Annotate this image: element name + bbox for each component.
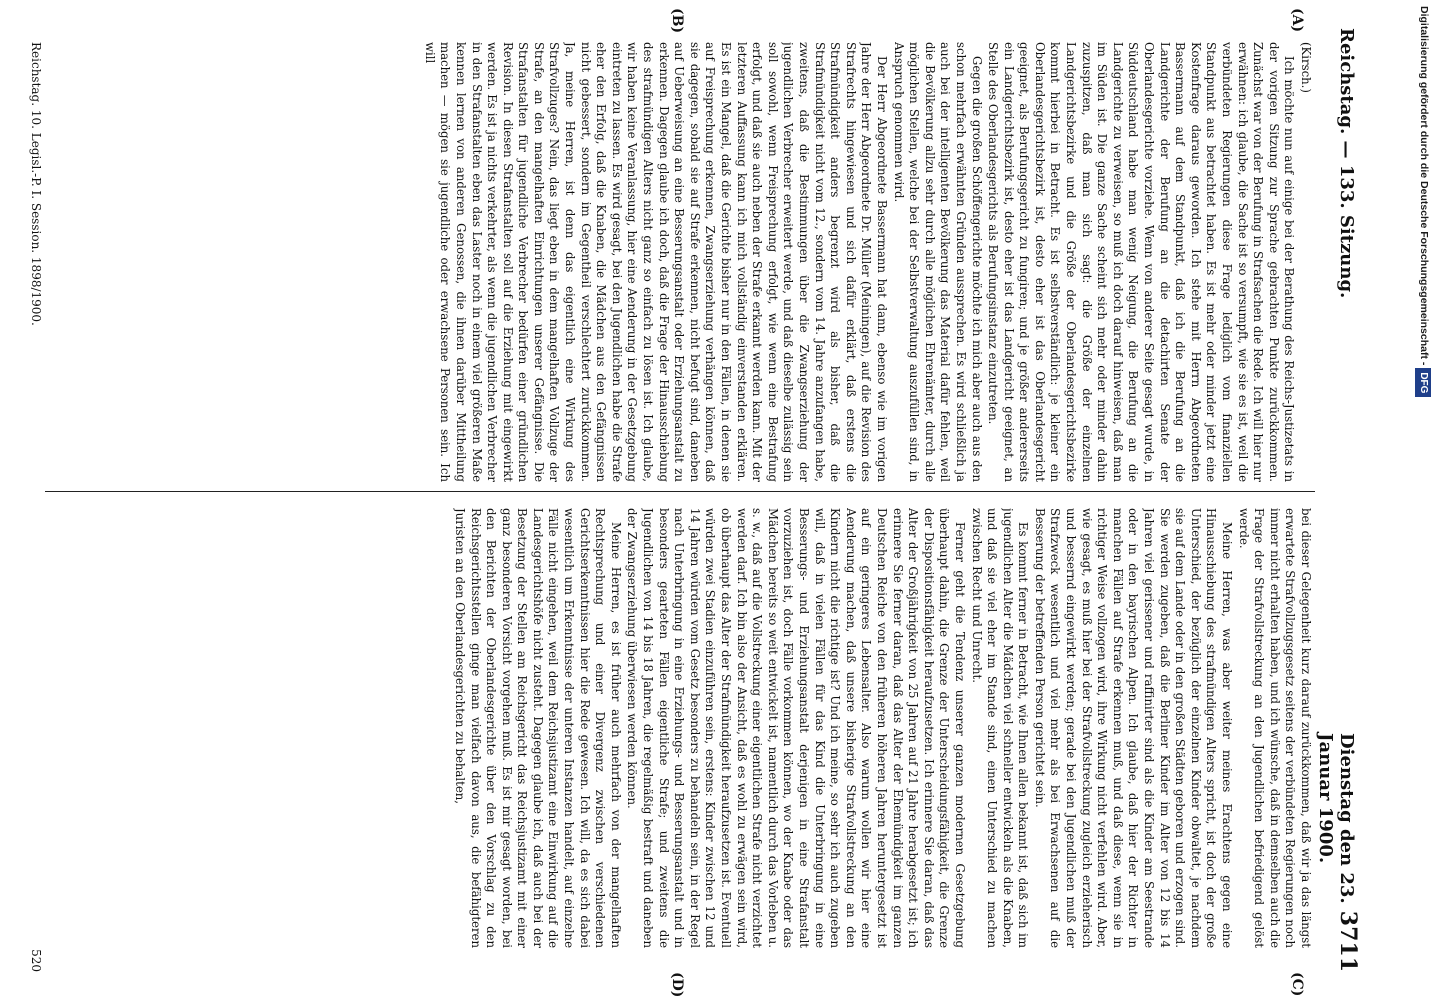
left-text-column [48,42,1313,482]
paragraph: Es kommt ferner in Betracht, wie Ihnen allen bekannt ist, daß sich im jugendlichen Alter die Mädchen viel schneller entwickeln als die Knaben, und daß sie viel eher im Stande sind, einen Unterschied zu machen zwischen Recht und Unrecht. [969,508,1031,948]
paragraph: bei dieser Gelegenheit kurz darauf zurückkommen, daß wir ja das längst erwartete Strafvollzugsgesetz seitens der verbündeten Regierungen noch immer nicht erhalten haben, und ich wünsche, daß in demselben auch die Frage der Strafvollstreckung an den Jugendlichen befriedigend gelöst werde. [1236,508,1313,948]
paragraph: Meine Herren, was aber weiter meines Erachtens gegen eine Hinausschiebung des strafmündigen Alters spricht, ist doch der große Unterschied, der bezüglich der einzelnen Kinder obwaltet, je nachdem sie auf dem Lande oder in den großen Städten geboren und erzogen sind. Sie werden zugeben, daß die Berliner Kinder im Alter von 12 bis 14 Jahren viel gerissener und raffinirter sind als die Kinder am Seestrande oder in den bayrischen Alpen. Ich glaube, daß hier der Richter in manchen Fällen auf Strafe erkennen muß, und daß diese, wenn sie in richtiger Weise vollzogen wird, ihre Wirkung nicht verfehlen wird. Aber, wie gesagt, es muß hier bei der Strafvollstreckung zugleich erzieherisch und bessernd eingewirkt werden; gerade bei den Jugendlichen muß der Strafzweck wesentlich und viel mehr als bei Erwachsenen auf die Besserung der betreffenden Person gerichtet sein. [1032,508,1235,948]
speaker-label: (Kirsch.) [1299,42,1313,93]
paragraph: Ferner geht die Tendenz unserer ganzen modernen Gesetzgebung überhaupt dahin, die Grenze der Unterscheidungsfähigkeit, die Grenze der Dispositionsfähigkeit heraufzusetzen. Ich erinnere Sie daran, daß das Alter der Großjährigkeit von 25 Jahren auf 21 Jahre herabgesetzt ist; ich erinnere Sie ferner daran, daß das Alter der Ehemündigkeit im ganzen Deutschen Reiche von den früheren höheren Jahren heruntergesetzt ist auf ein geringeres Lebensalter. Also warum wollen wir hier eine Aenderung machen, daß unsere bisherige Strafvollstreckung an den Kindern nicht die richtige ist? Und ich meine, so sehr ich auch zugeben will, daß in vielen Fällen für das Kind die Unterbringung in eine Besserungs- und Erziehungsanstalt derjenigen in eine Strafanstalt vorzuziehen ist, doch Fälle vorkommen können, wo der Knabe oder das Mädchen bereits so weit entwickelt ist, namentlich durch das Vorleben u. s. w., daß auf die Vollstreckung einer eigentlichen Strafe nicht verzichtet werden darf. Ich bin also der Ansicht, daß es wohl zu erwägen sein wird, ob überhaupt das Alter der Strafmündigkeit heraufzusetzen ist. Eventuell würden zwei Stadien einzuführen sein, erstens: Kinder zwischen 12 und 14 Jahren würden vom Gesetz besonders zu behandeln sein, in der Regel nach Unterbringung in eine Erziehungs- und Besserungsanstalt und in besonders gearteten Fällen eigentliche Strafe; und zweitens die Jugendlichen von 14 bis 18 Jahren, die regelmäßig bestraft und daneben der Zwangserziehung überwiesen werden können. [625,508,967,948]
paragraph: Gegen die großen Schöffengerichte möchte ich mich aber auch aus den schon mehrfach erwähnten Gründen aussprechen. Es wird schließlich ja auch bei der intelligenten Bevölkerung das Material dafür fehlen, weil die Bevölkerung allzu sehr durch alle möglichen Ehrenämter, durch alle möglichen Stellen, welche bei der Selbstverwaltung auszufüllen sind, in Anspruch genommen wird. [891,42,984,482]
dfg-logo: DFG [1415,368,1431,397]
header-date: Dienstag den 23. Januar 1900. [1315,733,1357,904]
margin-mark-b: (B) [669,8,685,34]
footer-publication: Reichstag. 10. Legisl.-P. I. Session. 1898/1900. [29,42,43,326]
page-number: 3711 [1335,910,1361,972]
margin-mark-d: (D) [669,972,685,998]
funding-text: Digitalisierung gefördert durch die Deutsche Forschungsgemeinschaft - [1418,6,1430,366]
right-text-column [48,508,1313,948]
margin-mark-a: (A) [1289,8,1305,33]
paragraph: Ich möchte nun auf einige bei der Berathung des Reichs-Justizetats in der vorigen Sitzung zur Sprache gebrachten Punkte zurückkommen. Zunächst war von der Berufung in Strafsachen die Rede. Ich will hier nur erwähnen: ich glaube, die Sache ist so versumpft, wie sie es ist, weil die verbündeten Regierungen diese Frage lediglich vom finanziellen Standpunkt aus betrachtet haben. Es ist mehr oder minder jetzt eine Kostenfrage daraus geworden. Ich stehe mit Herrn Abgeordneten Bassermann auf dem Standpunkt, daß ich die Berufung an die Landgerichte der Berufung an die detachirten Senate der Oberlandesgerichte vorziehe. Wenn von anderer Seite gesagt wurde, in Süddeutschland habe man wenig Neigung, die Berufung an die Landgerichte zu verweisen, so muß ich doch darauf hinweisen, daß man im Süden ist. Die ganze Sache scheint sich mehr oder minder dahin zuzuspitzen, daß man sich sagt: die Größe der einzelnen Landgerichtsbezirke und die Größe der Oberlandesgerichtsbezirke kommt hierbei in Betracht. Es ist selbstverständlich: je kleiner ein Oberlandesgerichtsbezirk ist, desto eher ist das Oberlandesgericht geeignet, als Berufungsgericht zu fungiren; und je größer andererseits ein Landgerichtsbezirk ist, desto eher ist das Landgericht geeignet, an Stelle des Oberlandesgerichts als Berufungsinstanz einzutreten. [986,42,1297,482]
footer-sheet-number: 520 [29,949,43,972]
header-publication: Reichstag. — 133. Sitzung. [1336,28,1357,299]
margin-mark-c: (C) [1289,972,1305,997]
paragraph: Meine Herren, es ist früher auch mehrfach von der mangelhaften Rechtsprechung und einer Divergenz zwischen verschiedenen Gerichtserkenntnissen hier die Rede gewesen. Ich will, da es sich dabei wesentlich um Erkenntnisse der unteren Instanzen handelt, auf einzelne Fälle nicht eingehen, weil dem Reichsjustizamt eine Einwirkung auf die Landesgerichtshöfe nicht zusteht. Dagegen glaube ich, daß auch bei der Besetzung der Stellen am Reichsgericht das Reichsjustizamt mit einer ganz besonderen Vorsicht vorgehen muß. Es ist mir gesagt worden, bei den Berichten der Oberlandesgerichte über den Vorschlag zu den Reichsgerichtsstellen ginge man vielfach davon aus, die befähigteren Juristen an den Oberlandesgerichten zu behalten, [452,508,623,948]
digitization-stamp [1416,6,1432,994]
page-header [1315,28,1365,972]
paragraph: Der Herr Abgeordnete Bassermann hat dann, ebenso wie im vorigen Jahre der Herr Abgeordnete Dr. Müller (Meiningen), auf die Revision des Strafrechts hingewiesen und sich dafür erklärt, daß erstens die Strafmündigkeit anders begrenzt wird als bisher, daß die Strafmündigkeit nicht vom 12., sondern vom 14. Jahre anzufangen habe, zweitens, daß die Bestimmungen über die Zwangserziehung der jugendlichen Verbrecher erweitert werde, und daß dieselbe zulässig sein soll sowohl, wenn Freisprechung erfolgt, wie wenn eine Bestrafung erfolgt, und daß sie auch neben der Strafe erkannt werden kann. Mit der letzteren Auffassung kann ich mich vollständig einverstanden erklären. Es ist ein Mangel, daß die Gerichte bisher nur in den Fällen, in denen sie auf Freisprechung erkennen, Zwangserziehung verhängen können, daß sie dagegen, sobald sie auf Strafe erkennen, nicht befugt sind, daneben auf Ueberweisung an eine Besserungsanstalt oder Erziehungsanstalt zu erkennen. Dagegen glaube ich doch, daß die Frage der Hinausschiebung des strafmündigen Alters nicht ganz so einfach zu lösen ist. Ich glaube, wir haben keine Veranlassung, hier eine Aenderung in der Gesetzgebung eintreten zu lassen. Es wird gesagt, bei den Jugendlichen habe die Strafe eher den Erfolg, daß die Knaben, die Mädchen aus den Gefängnissen nicht gebessert, sondern im Gegentheil verschlechtert zurückkommen. Ja, meine Herren, ist denn das eigentlich eine Wirkung des Strafvollzuges? Nein, das liegt eben in dem mangelhaften Vollzuge der Strafe, an den mangelhaften Einrichtungen unserer Gefängnisse. Die Strafanstalten für jugendliche Verbrecher bedürfen einer gründlichen Revision. In diesen Strafanstalten soll auf die Erziehung mit eingewirkt werden. Es ist ja nichts verkehrter, als wenn die jugendlichen Verbrecher in den Strafanstalten eben das Laster noch in einem viel größeren Maße kennen lernen von anderen Genossen, die ihnen darüber Mittheilung machen — mögen sie jugendliche oder erwachsene Personen sein. Ich will [422,42,889,482]
column-divider [45,491,1315,492]
